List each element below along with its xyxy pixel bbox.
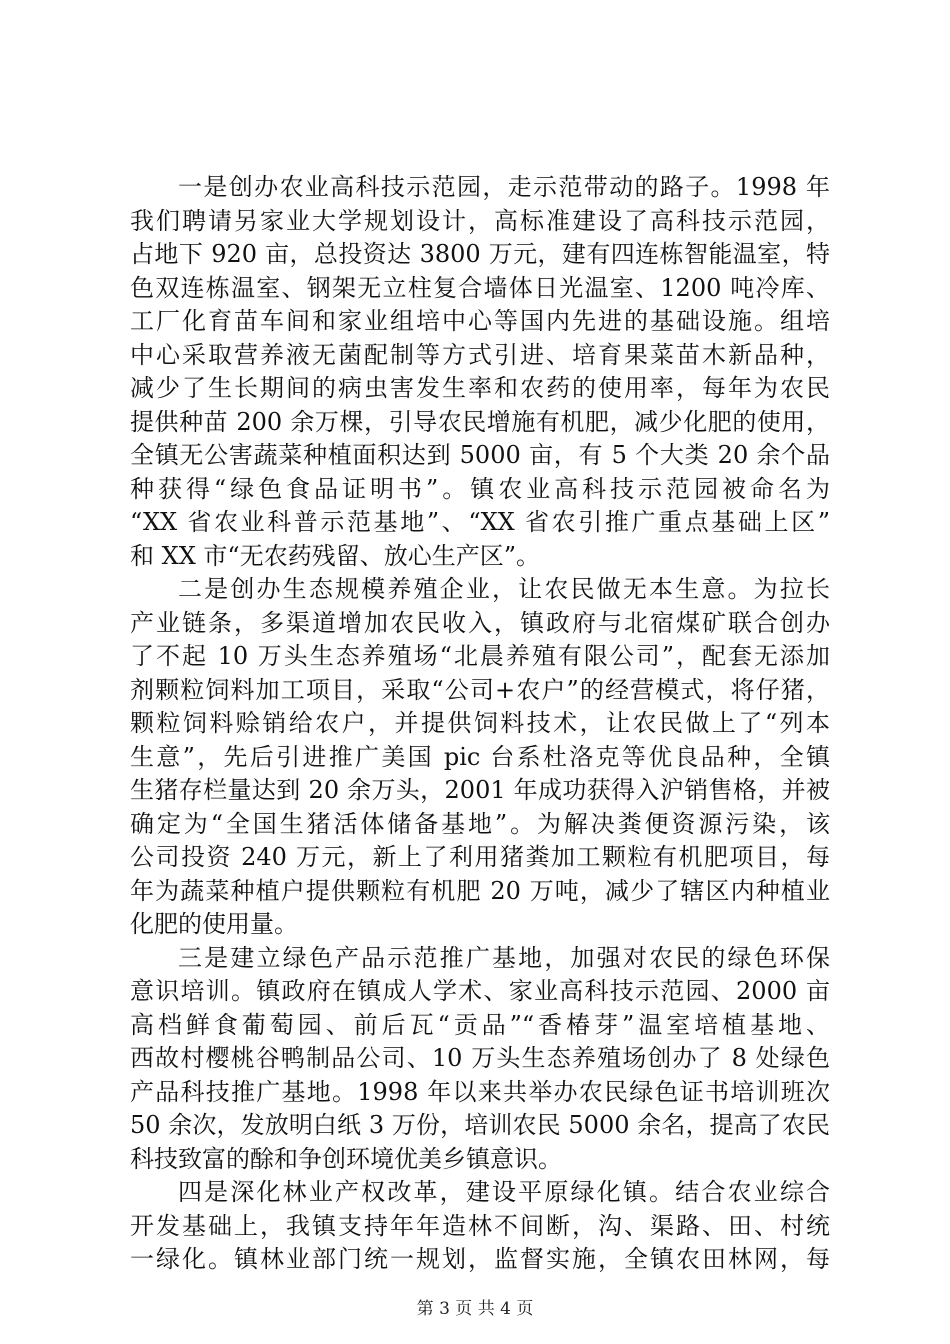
text-line: 色双连栋温室、钢架无立柱复合墙体日光温室、1200 吨冷库、: [130, 273, 830, 302]
text-line: 和 XX 市“无农药残留、放心生产区”。: [130, 541, 540, 570]
text-line: 中心采取营养液无菌配制等方式引进、培育果菜苗木新品种，: [130, 340, 830, 369]
text-line: 我们聘请另家业大学规划设计，高标准建设了高科技示范园，: [130, 206, 830, 235]
document-body: [130, 171, 830, 1277]
text-line: 了不起 10 万头生态养殖场“北晨养殖有限公司”，配套无添加: [130, 642, 830, 670]
text-line: 提供种苗 200 余万棵，引导农民增施有机肥，减少化肥的使用，: [130, 407, 830, 436]
text-line: 工厂化育苗车间和家业组培中心等国内先进的基础设施。组培: [130, 307, 830, 335]
paragraph: [130, 1176, 830, 1277]
text-line: 意识培训。镇政府在镇成人学术、家业高科技示范园、2000 亩: [130, 977, 830, 1005]
text-line: 产业链条，多渠道增加农民收入，镇政府与北宿煤矿联合创办: [130, 608, 830, 637]
text-line: 剂颗粒饲料加工项目，采取“公司+农户”的经营模式，将仔猪，: [130, 675, 830, 704]
text-line: 生猪存栏量达到 20 余万头，2001 年成功获得入沪销售格，并被: [130, 776, 830, 804]
text-line: 50 余次，发放明白纸 3 万份，培训农民 5000 余名，提高了农民: [130, 1111, 830, 1139]
text-line: 四是深化林业产权改革，建设平原绿化镇。结合农业综合: [178, 1178, 830, 1206]
text-line: 科技致富的酴和争创环境优美乡镇意识。: [130, 1144, 562, 1173]
paragraph: [130, 942, 830, 1177]
text-line: 产品科技推广基地。1998 年以来共举办农民绿色证书培训班次: [130, 1077, 830, 1106]
text-line: 三是建立绿色产品示范推广基地，加强对农民的绿色环保: [178, 943, 830, 972]
text-line: 公司投资 240 万元，新上了利用猪粪加工颗粒有机肥项目，每: [130, 843, 830, 871]
text-line: 高档鲜食葡萄园、前后瓦“贡品”“香椿芽”温室培植基地、: [130, 1010, 830, 1039]
text-line: 确定为“全国生猪活体储备基地”。为解决粪便资源污染，该: [130, 809, 830, 838]
text-line: 开发基础上，我镇支持年年造林不间断，沟、渠路、田、村统: [130, 1211, 830, 1240]
text-line: 西故村樱桃谷鸭制品公司、10 万头生态养殖场创办了 8 处绿色: [130, 1044, 830, 1072]
text-line: 减少了生长期间的病虫害发生率和农药的使用率，每年为农民: [130, 374, 830, 402]
text-line: 年为蔬菜种植户提供颗粒有机肥 20 万吨，减少了辖区内种植业: [130, 876, 830, 905]
page-footer: 第 3 页 共 4 页: [416, 1299, 534, 1319]
text-line: 种获得“绿色食品证明书”。镇农业高科技示范园被命名为: [130, 474, 830, 503]
text-line: 颗粒饲料赊销给农户，并提供饲料技术，让农民做上了“列本: [130, 709, 830, 737]
text-line: 生意”，先后引进推广美国 pic 台系杜洛克等优良品种，全镇: [130, 742, 830, 771]
text-line: “XX 省农业科普示范基地”、“XX 省农引推广重点基础上区”: [130, 508, 830, 536]
text-line: 一绿化。镇林业部门统一规划，监督实施，全镇农田林网，每: [130, 1245, 830, 1273]
text-line: 二是创办生态规模养殖企业，让农民做无本生意。为拉长: [178, 575, 830, 603]
text-line: 占地下 920 亩，总投资达 3800 万元，建有四连栋智能温室，特: [130, 240, 830, 268]
text-line: 化肥的使用量。: [130, 910, 298, 938]
text-line: 全镇无公害蔬菜种植面积达到 5000 亩，有 5 个大类 20 余个品: [130, 441, 830, 469]
paragraph: [130, 573, 830, 942]
paragraph: [130, 171, 830, 573]
text-line: 一是创办农业高科技示范园，走示范带动的路子。1998 年: [178, 173, 830, 201]
